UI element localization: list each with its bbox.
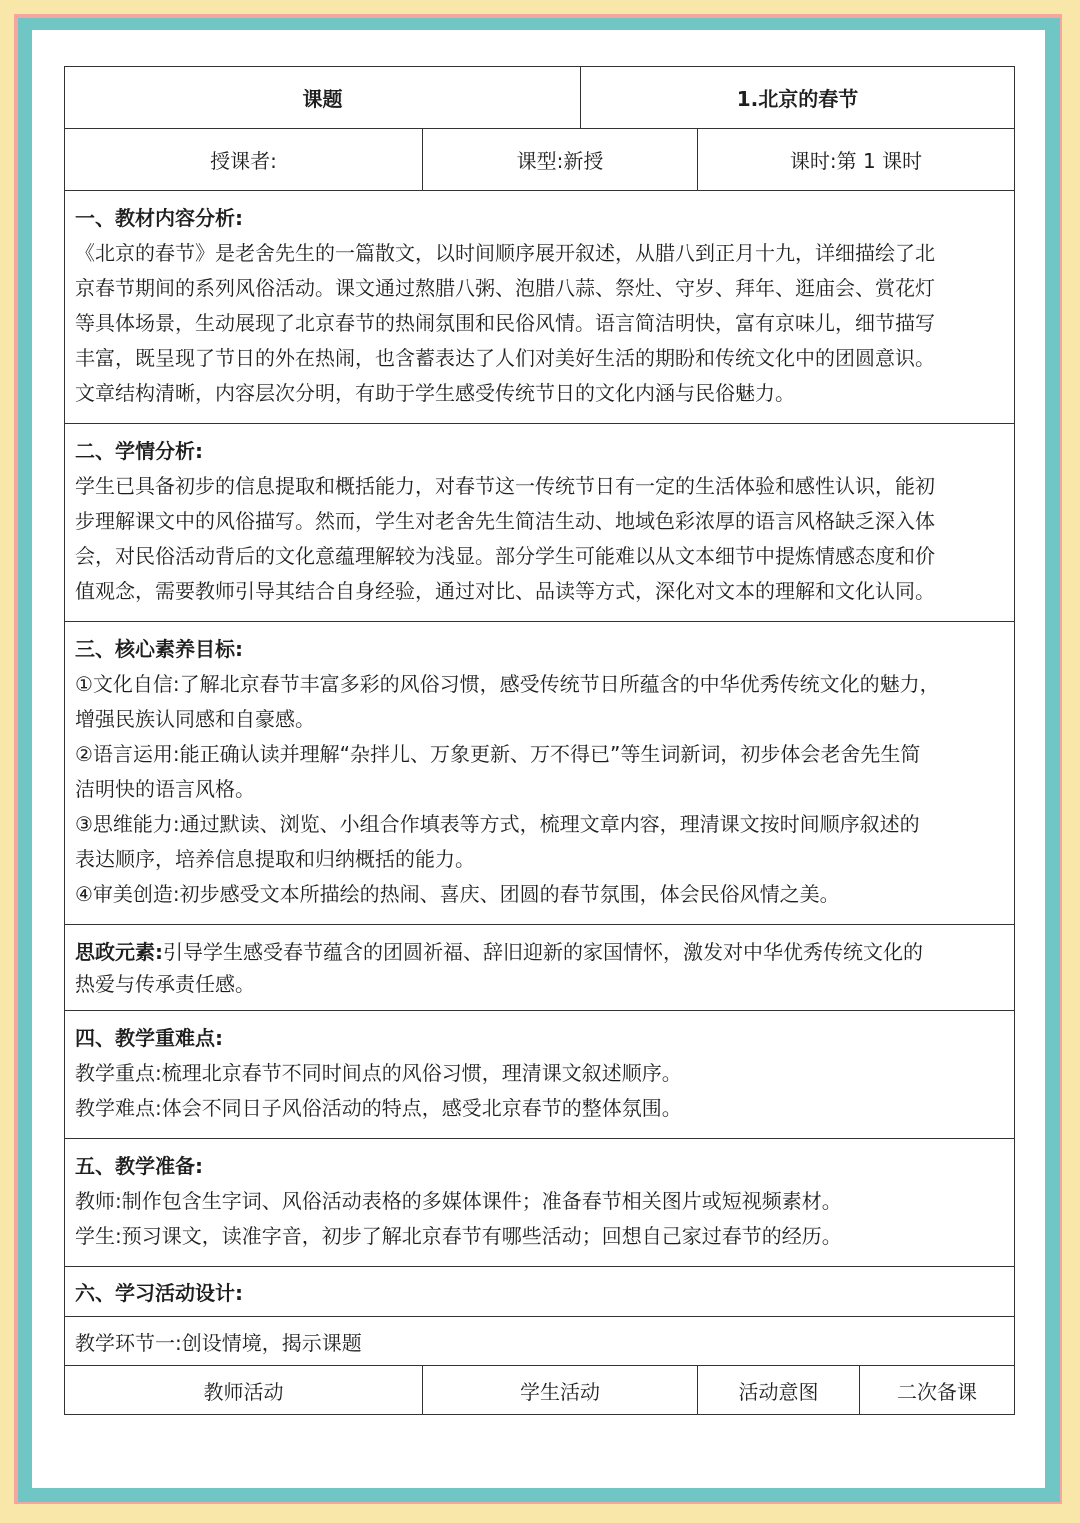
- column-activity-intent: 活动意图: [698, 1366, 860, 1415]
- analysis-line: 丰富，既呈现了节日的外在热闹，也含蓄表达了人们对美好生活的期盼和传统文化中的团圆意识。: [75, 346, 935, 370]
- analysis-line: 文章结构清晰，内容层次分明，有助于学生感受传统节日的文化内涵与民俗魅力。: [75, 381, 795, 405]
- lesson-period: 课时:第 1 课时: [698, 129, 1015, 191]
- goals-line: ①文化自信:了解北京春节丰富多彩的风俗习惯，感受传统节日所蕴含的中华优秀传统文化的魅力，: [75, 672, 940, 696]
- topic-value: 1.北京的春节: [581, 67, 1015, 129]
- goals-title: 三、核心素养目标:: [75, 637, 243, 661]
- analysis-line: 京春节期间的系列风俗活动。课文通过熬腊八粥、泡腊八蒜、祭灶、守岁、拜年、逛庙会、赏花灯: [75, 276, 935, 300]
- goals-section: [65, 622, 1015, 925]
- preparation-title: 五、教学准备:: [75, 1154, 203, 1178]
- analysis-line: 《北京的春节》是老舍先生的一篇散文，以时间顺序展开叙述，从腊八到正月十九，详细描绘了北: [75, 241, 935, 265]
- lesson-plan-table: [64, 66, 1015, 1415]
- goals-line: 洁明快的语言风格。: [75, 777, 255, 801]
- analysis-section: [65, 191, 1015, 424]
- lesson-type: 课型:新授: [423, 129, 698, 191]
- column-second-preparation: 二次备课: [860, 1366, 1015, 1415]
- keypoints-line: 教学重点:梳理北京春节不同时间点的风俗习惯，理清课文叙述顺序。: [75, 1061, 682, 1085]
- goals-line: ③思维能力:通过默读、浏览、小组合作填表等方式，梳理文章内容，理清课文按时间顺序叙述的: [75, 812, 920, 836]
- preparation-line: 教师:制作包含生字词、风俗活动表格的多媒体课件；准备春节相关图片或短视频素材。: [75, 1189, 842, 1213]
- goals-line: 增强民族认同感和自豪感。: [75, 707, 315, 731]
- preparation-line: 学生:预习课文，读准字音，初步了解北京春节有哪些活动；回想自己家过春节的经历。: [75, 1224, 842, 1248]
- meta-row: [65, 129, 1015, 191]
- column-student-activity: 学生活动: [423, 1366, 698, 1415]
- ideology-text: 引导学生感受春节蕴含的团圆祈福、辞旧迎新的家国情怀，激发对中华优秀传统文化的: [163, 940, 923, 964]
- students-line: 值观念，需要教师引导其结合自身经验，通过对比、品读等方式，深化对文本的理解和文化认同。: [75, 579, 935, 603]
- activity-columns-row: [65, 1366, 1015, 1415]
- stage-row: [65, 1317, 1015, 1366]
- ideology-section: [65, 925, 1015, 1011]
- students-line: 学生已具备初步的信息提取和概括能力，对春节这一传统节日有一定的生活体验和感性认识，能初: [75, 474, 935, 498]
- goals-line: ②语言运用:能正确认读并理解“杂拌儿、万象更新、万不得已”等生词新词，初步体会老舍先生简: [75, 742, 921, 766]
- goals-line: ④审美创造:初步感受文本所描绘的热闹、喜庆、团圆的春节氛围，体会民俗风情之美。: [75, 882, 840, 906]
- students-title: 二、学情分析:: [75, 439, 203, 463]
- analysis-title: 一、教材内容分析:: [75, 206, 243, 230]
- topic-row: [65, 67, 1015, 129]
- column-teacher-activity: 教师活动: [65, 1366, 423, 1415]
- activities-section: [65, 1267, 1015, 1317]
- students-section: [65, 424, 1015, 622]
- preparation-section: [65, 1139, 1015, 1267]
- teacher-label: 授课者:: [65, 129, 423, 191]
- stage-title: 教学环节一:创设情境，揭示课题: [65, 1317, 1015, 1366]
- students-line: 会，对民俗活动背后的文化意蕴理解较为浅显。部分学生可能难以从文本细节中提炼情感态度和价: [75, 544, 935, 568]
- keypoints-title: 四、教学重难点:: [75, 1026, 223, 1050]
- topic-label: 课题: [65, 67, 581, 129]
- analysis-line: 等具体场景，生动展现了北京春节的热闹氛围和民俗风情。语言简洁明快，富有京味儿，细节描写: [75, 311, 935, 335]
- keypoints-section: [65, 1011, 1015, 1139]
- ideology-text-cont: 热爱与传承责任感。: [75, 972, 255, 996]
- ideology-title: 思政元素:: [75, 940, 163, 964]
- activities-title: 六、学习活动设计:: [65, 1267, 1015, 1317]
- keypoints-line: 教学难点:体会不同日子风俗活动的特点，感受北京春节的整体氛围。: [75, 1096, 682, 1120]
- goals-line: 表达顺序，培养信息提取和归纳概括的能力。: [75, 847, 475, 871]
- students-line: 步理解课文中的风俗描写。然而，学生对老舍先生简洁生动、地域色彩浓厚的语言风格缺乏深入体: [75, 509, 935, 533]
